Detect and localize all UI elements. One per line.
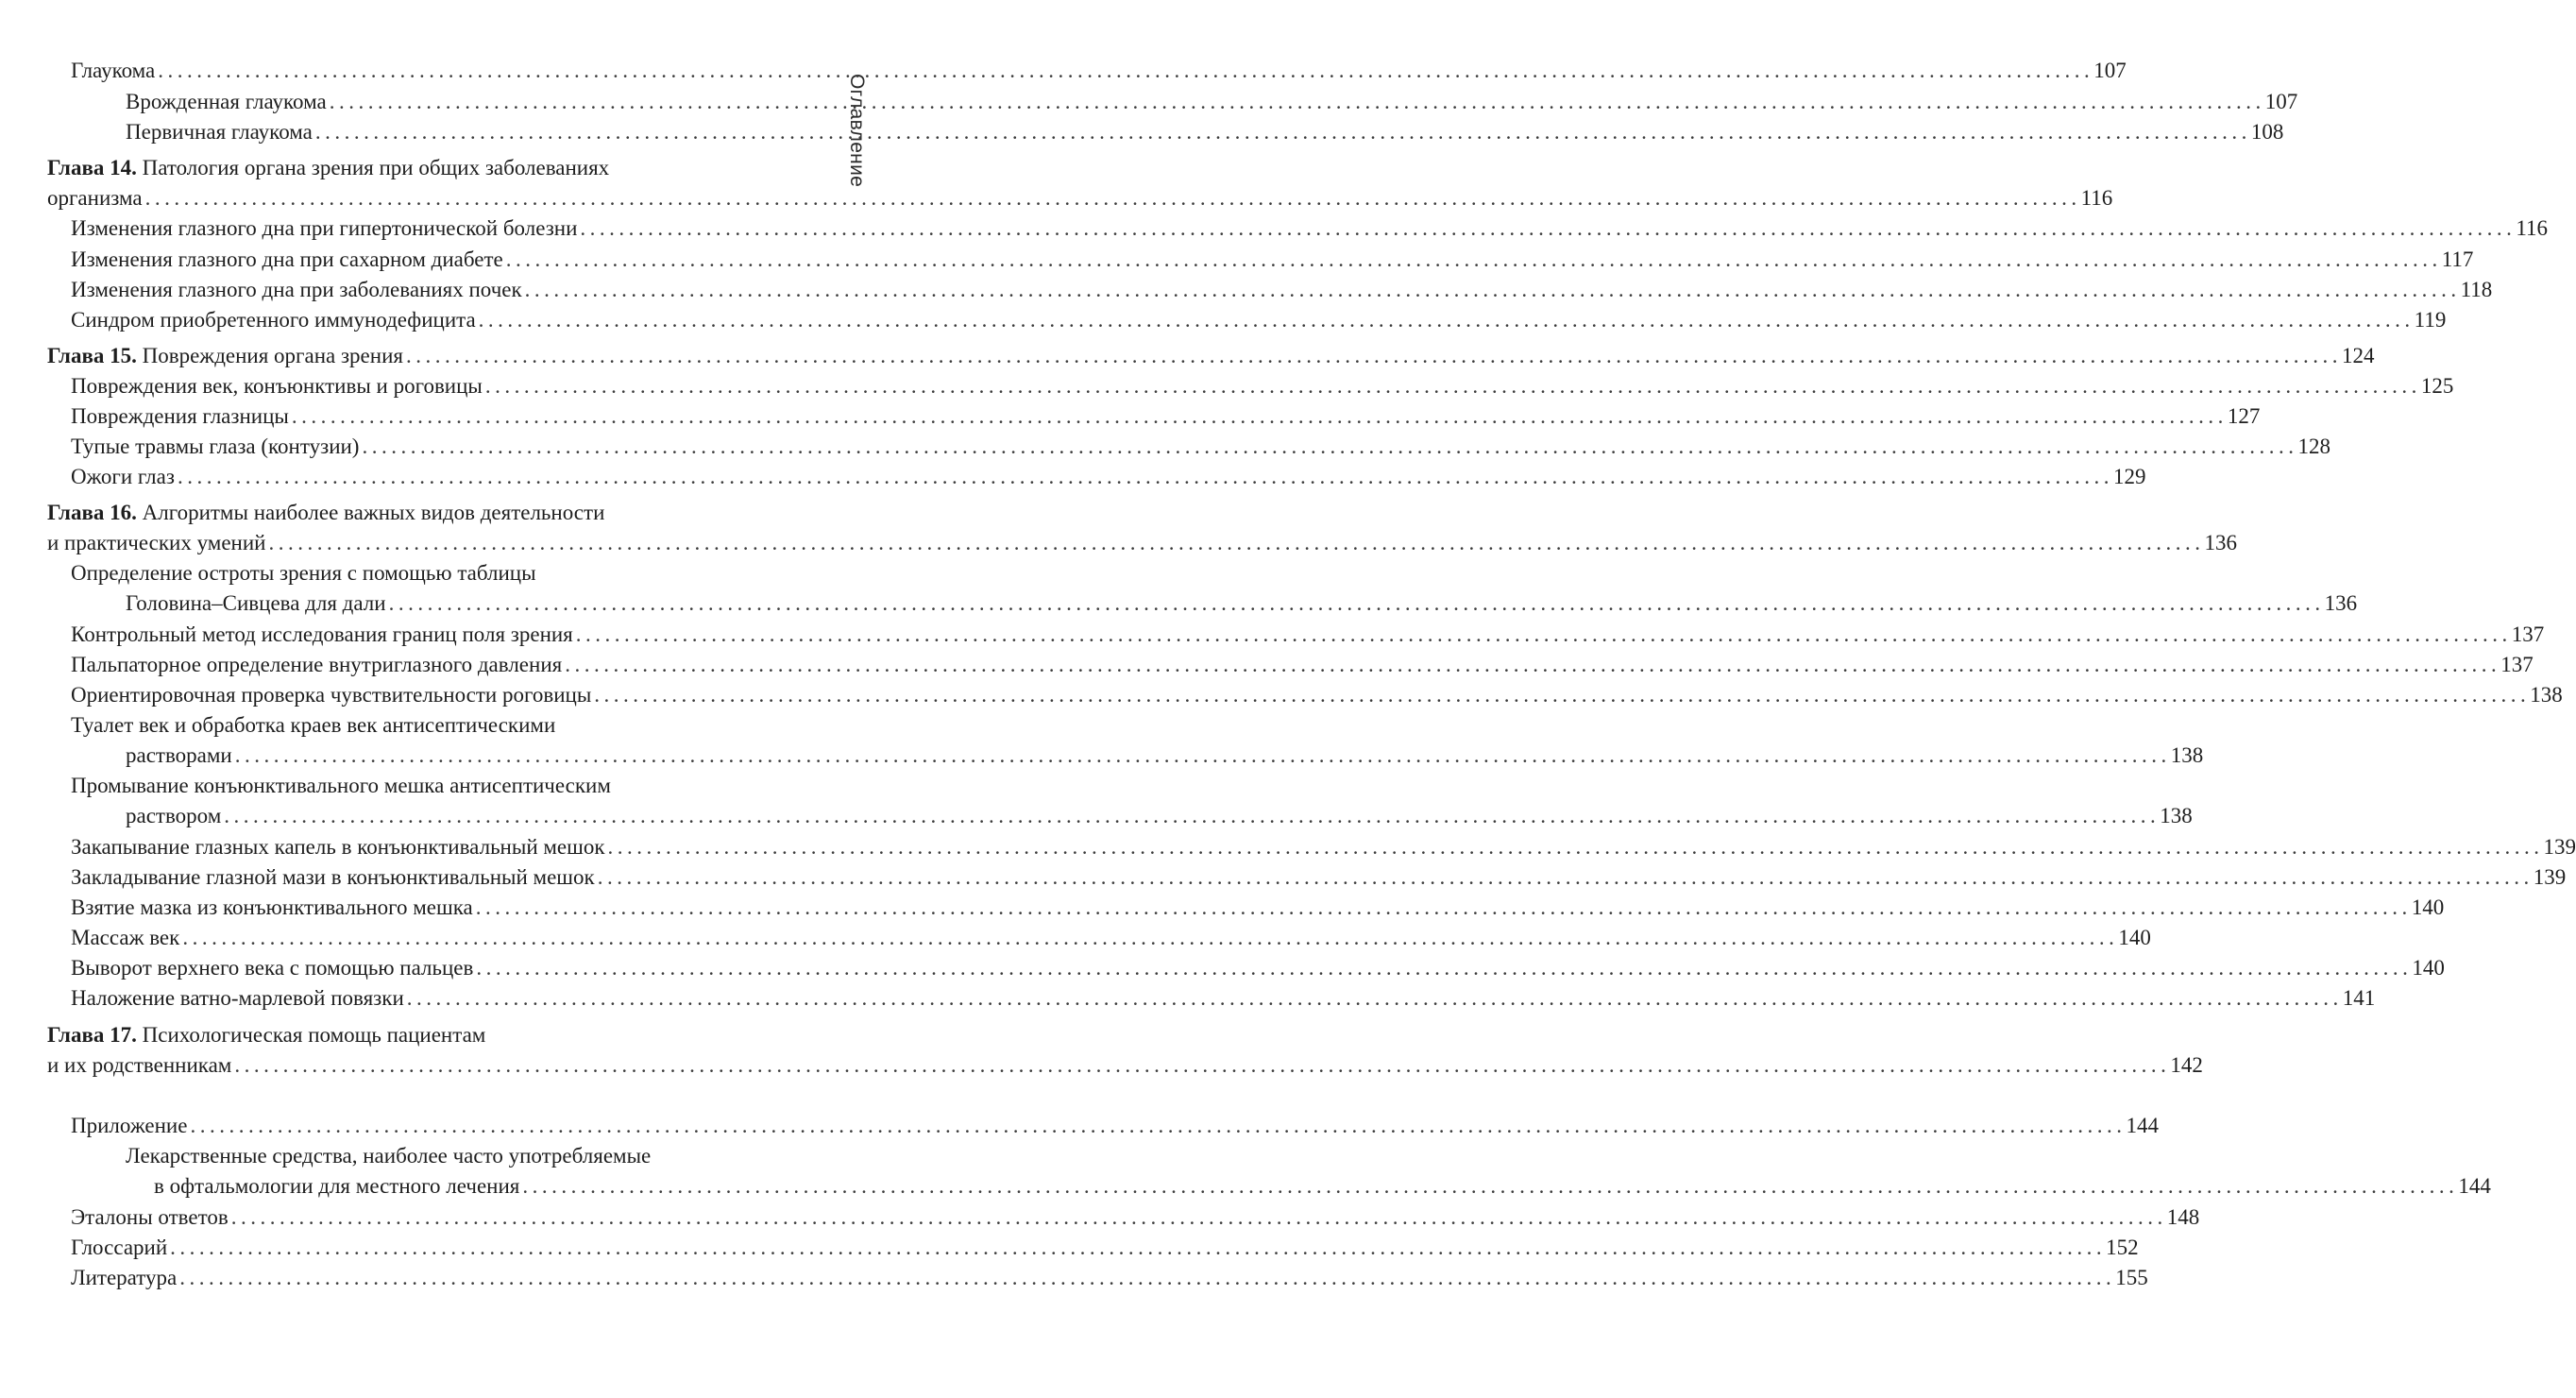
toc-entry[interactable]	[0, 1232, 2139, 1263]
toc-entry[interactable]	[0, 588, 2358, 619]
toc-entry[interactable]	[0, 1049, 2203, 1081]
toc-entry-title: Синдром приобретенного иммунодефицита	[71, 308, 476, 332]
toc-entry-title: и практических умений	[47, 531, 266, 554]
toc-entry-title: Глаукома	[71, 59, 156, 82]
toc-entry[interactable]	[0, 370, 2454, 401]
toc-entry[interactable]	[0, 213, 2549, 244]
toc-entry-title: растворами	[126, 743, 232, 767]
toc-entry[interactable]	[0, 55, 2127, 86]
toc-entry-title: Глава 15. Повреждения органа зрения	[47, 344, 403, 367]
toc-entry[interactable]	[0, 831, 2576, 862]
page-number: 140	[2118, 926, 2151, 949]
toc-entry[interactable]	[0, 740, 2204, 771]
page-number: 118	[2460, 278, 2493, 301]
toc-entry[interactable]	[0, 116, 2284, 147]
toc-entry-title: Глава 17. Психологическая помощь пациентам	[47, 1023, 486, 1047]
dot-leader: ........................................................................................................................................................................................................	[575, 622, 2512, 646]
toc-entry-title: Контрольный метод исследования границ поля зрения	[71, 622, 573, 646]
toc-entry-title: Тупые травмы глаза (контузии)	[71, 435, 360, 458]
page-number: 136	[2204, 531, 2237, 554]
page-number: 107	[2264, 90, 2298, 113]
toc-entry[interactable]	[0, 401, 2261, 432]
page-number: 140	[2412, 956, 2445, 980]
page-number: 137	[2500, 653, 2534, 676]
toc-entry[interactable]	[0, 982, 2376, 1014]
toc-entry-title: Туалет век и обработка краев век антисептическими	[71, 713, 556, 737]
toc-entry[interactable]	[0, 557, 944, 588]
toc-entry[interactable]	[0, 619, 2545, 650]
page-number: 107	[2093, 59, 2127, 82]
running-header: Оглавление	[846, 74, 868, 188]
toc-entry[interactable]	[0, 861, 2567, 893]
toc-entry-title: Эталоны ответов	[71, 1205, 229, 1229]
toc-entry-title: Повреждения глазницы	[71, 404, 289, 428]
toc-entry[interactable]	[0, 182, 2113, 213]
page-number: 127	[2227, 404, 2261, 428]
page-number: 138	[2170, 743, 2204, 767]
page-number: 124	[2341, 344, 2375, 367]
dot-leader: ........................................................................................................................................................................................................	[230, 1205, 2167, 1229]
toc-entry[interactable]	[0, 244, 2474, 275]
toc-entry-title: Изменения глазного дна при заболеваниях почек	[71, 278, 522, 301]
toc-entry-title: Массаж век	[71, 926, 180, 949]
page-number: 139	[2533, 865, 2567, 889]
toc-entry-title: Промывание конъюнктивального мешка антисептическим	[71, 774, 611, 797]
toc-entry[interactable]	[0, 649, 2534, 680]
toc-entry[interactable]	[0, 1262, 2148, 1293]
toc-entry[interactable]	[0, 1019, 944, 1050]
dot-leader: ........................................................................................................................................................................................................	[565, 653, 2501, 676]
toc-entry-title: Глава 14. Патология органа зрения при общих заболеваниях	[47, 156, 610, 179]
dot-leader: ........................................................................................................................................................................................................	[405, 344, 2342, 367]
chapter-label: Глава 15.	[47, 344, 137, 367]
dot-leader: ........................................................................................................................................................................................................	[607, 835, 2544, 859]
toc-entry-title: Первичная глаукома	[126, 120, 313, 144]
dot-leader: ........................................................................................................................................................................................................	[268, 531, 2205, 554]
toc-entry[interactable]	[0, 679, 2563, 710]
toc-entry-title: Ожоги глаз	[71, 465, 175, 488]
dot-leader: ........................................................................................................................................................................................................	[234, 743, 2171, 767]
toc-entry[interactable]	[0, 1140, 944, 1171]
page-number: 137	[2511, 622, 2545, 646]
page-number: 139	[2543, 835, 2576, 859]
toc-entry[interactable]	[0, 1170, 2491, 1202]
page-number: 116	[2080, 186, 2113, 210]
chapter-label: Глава 14.	[47, 156, 137, 179]
toc-entry-title: Глоссарий	[71, 1236, 168, 1259]
dot-leader: ........................................................................................................................................................................................................	[484, 374, 2421, 398]
dot-leader: ........................................................................................................................................................................................................	[182, 926, 2119, 949]
dot-leader: ........................................................................................................................................................................................................	[406, 986, 2343, 1010]
page-number: 116	[2516, 216, 2549, 240]
dot-leader: ........................................................................................................................................................................................................	[158, 59, 2094, 82]
toc-entry[interactable]	[0, 1202, 2200, 1233]
dot-leader: ........................................................................................................................................................................................................	[362, 435, 2298, 458]
page-number: 117	[2441, 247, 2474, 271]
toc-entry-title: в офтальмологии для местного лечения	[154, 1174, 520, 1198]
dot-leader: ........................................................................................................................................................................................................	[580, 216, 2517, 240]
page-number: 144	[2458, 1174, 2491, 1198]
toc-entry[interactable]	[0, 431, 2330, 462]
page-number: 148	[2166, 1205, 2200, 1229]
toc-entry[interactable]	[0, 527, 2237, 558]
toc-entry-title: раствором	[126, 804, 222, 827]
dot-leader: ........................................................................................................................................................................................................	[234, 1053, 2171, 1077]
toc-entry-title: Приложение	[71, 1114, 188, 1137]
toc-entry-title: Изменения глазного дна при сахарном диабете	[71, 247, 503, 271]
toc-entry-title: и их родственникам	[47, 1053, 232, 1077]
toc-entry-title: Головина–Сивцева для дали	[126, 591, 386, 615]
dot-leader: ........................................................................................................................................................................................................	[329, 90, 2265, 113]
toc-entry-title: организма	[47, 186, 143, 210]
toc-entry-title: Лекарственные средства, наиболее часто употребляемые	[126, 1144, 652, 1168]
page-number: 155	[2115, 1266, 2148, 1289]
toc-entry[interactable]	[0, 152, 944, 183]
dot-leader: ........................................................................................................................................................................................................	[177, 465, 2113, 488]
toc-entry[interactable]	[0, 461, 2146, 492]
dot-leader: ........................................................................................................................................................................................................	[478, 308, 2415, 332]
dot-leader: ........................................................................................................................................................................................................	[522, 1174, 2459, 1198]
page-number: 125	[2420, 374, 2454, 398]
chapter-label: Глава 16.	[47, 501, 137, 524]
toc-entry[interactable]	[0, 892, 2445, 923]
page-number: 108	[2250, 120, 2284, 144]
toc-entry-title: Взятие мазка из конъюнктивального мешка	[71, 895, 473, 919]
dot-leader: ........................................................................................................................................................................................................	[476, 956, 2413, 980]
dot-leader: ........................................................................................................................................................................................................	[505, 247, 2442, 271]
toc-entry[interactable]	[0, 497, 944, 528]
toc-entry[interactable]	[0, 86, 2298, 117]
page-number: 144	[2126, 1114, 2159, 1137]
toc-entry[interactable]	[0, 274, 2493, 305]
dot-leader: ........................................................................................................................................................................................................	[190, 1114, 2127, 1137]
toc-entry-title: Ориентировочная проверка чувствительности роговицы	[71, 683, 592, 707]
dot-leader: ........................................................................................................................................................................................................	[179, 1266, 2116, 1289]
dot-leader: ........................................................................................................................................................................................................	[224, 804, 2161, 827]
dot-leader: ........................................................................................................................................................................................................	[291, 404, 2228, 428]
toc-entry-title: Наложение ватно-марлевой повязки	[71, 986, 404, 1010]
toc-entry-title: Закладывание глазной мази в конъюнктивальный мешок	[71, 865, 595, 889]
page-number: 138	[2530, 683, 2563, 707]
dot-leader: ........................................................................................................................................................................................................	[475, 895, 2412, 919]
dot-leader: ........................................................................................................................................................................................................	[170, 1236, 2107, 1259]
toc-entry-title: Врожденная глаукома	[126, 90, 327, 113]
toc-entry[interactable]	[0, 922, 2151, 953]
toc-entry-title: Пальпаторное определение внутриглазного давления	[71, 653, 563, 676]
dot-leader: ........................................................................................................................................................................................................	[597, 865, 2534, 889]
toc-entry[interactable]	[0, 709, 944, 741]
toc-entry-title: Литература	[71, 1266, 178, 1289]
page-number: 136	[2324, 591, 2358, 615]
toc-entry-title: Закапывание глазных капель в конъюнктивальный мешок	[71, 835, 605, 859]
toc-entry-title: Определение остроты зрения с помощью таблицы	[71, 561, 536, 585]
dot-leader: ........................................................................................................................................................................................................	[594, 683, 2531, 707]
page-number: 129	[2112, 465, 2146, 488]
page-number: 128	[2297, 435, 2330, 458]
dot-leader: ........................................................................................................................................................................................................	[144, 186, 2081, 210]
toc-entry[interactable]	[0, 304, 2447, 335]
dot-leader: ........................................................................................................................................................................................................	[524, 278, 2461, 301]
toc-entry-title: Глава 16. Алгоритмы наиболее важных видов деятельности	[47, 501, 605, 524]
chapter-label: Глава 17.	[47, 1023, 137, 1047]
page-number: 119	[2414, 308, 2447, 332]
toc-entry[interactable]	[0, 1110, 2159, 1141]
toc-entry[interactable]	[0, 770, 944, 801]
toc-entry[interactable]	[0, 800, 2193, 831]
dot-leader: ........................................................................................................................................................................................................	[314, 120, 2251, 144]
page-number: 138	[2160, 804, 2193, 827]
page-number: 140	[2411, 895, 2445, 919]
dot-leader: ........................................................................................................................................................................................................	[388, 591, 2325, 615]
toc-entry-title: Повреждения век, конъюнктивы и роговицы	[71, 374, 483, 398]
page-number: 152	[2106, 1236, 2139, 1259]
toc-entry-title: Выворот верхнего века с помощью пальцев	[71, 956, 474, 980]
toc-entry[interactable]	[0, 340, 2375, 371]
toc-entry[interactable]	[0, 952, 2445, 983]
page-number: 142	[2170, 1053, 2203, 1077]
page-number: 141	[2342, 986, 2376, 1010]
toc-entry-title: Изменения глазного дна при гипертонической болезни	[71, 216, 578, 240]
